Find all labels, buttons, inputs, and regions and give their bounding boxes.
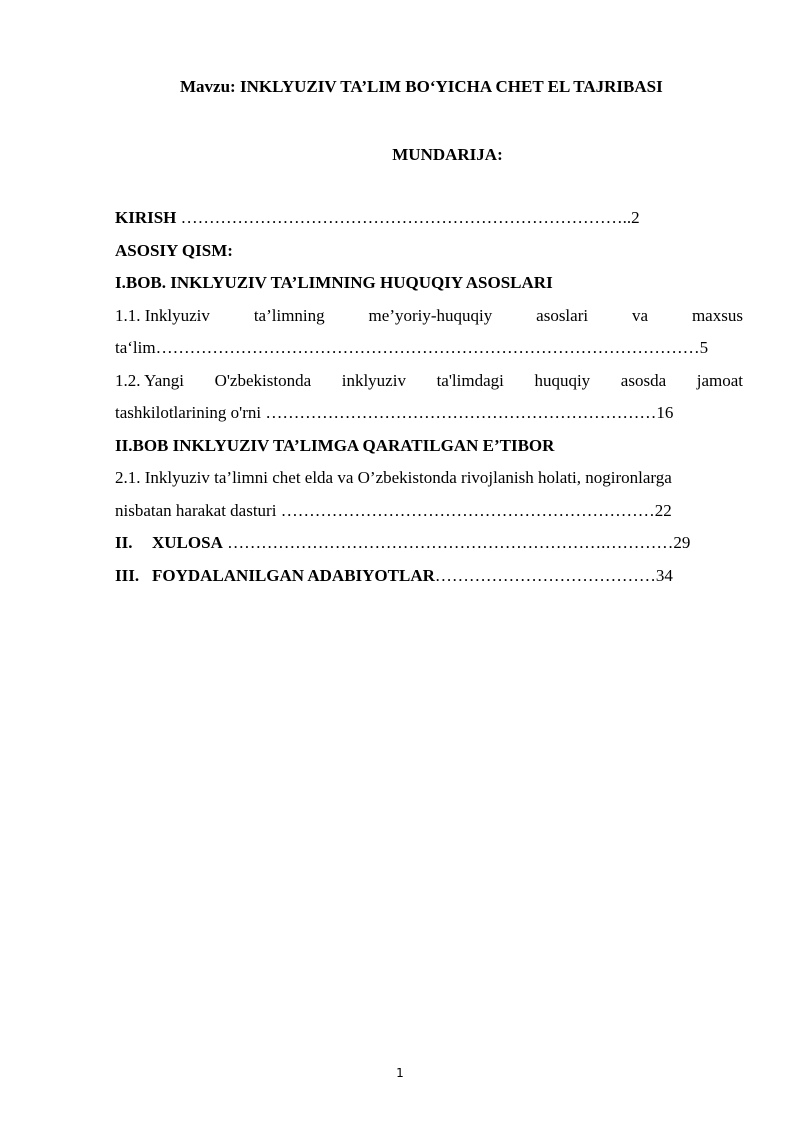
- toc-entry-number: III.: [115, 565, 140, 585]
- toc-word: huquqiy: [534, 370, 591, 390]
- toc-entry-2-1-line2: nisbatan harakat dasturi …………………………………………………………22: [115, 500, 672, 520]
- toc-heading: MUNDARIJA:: [392, 145, 503, 164]
- toc-entry-kirish: [115, 205, 743, 238]
- toc-word: maxsus: [691, 305, 743, 325]
- toc-word: 1.1. Inklyuziv: [115, 305, 210, 325]
- document-title: Mavzu: INKLYUZIV TA’LIM BO‘YICHA CHET EL TAJRIBASI: [180, 77, 663, 96]
- toc-word: ta'limdagi: [436, 370, 504, 390]
- page-number: 1: [396, 1066, 404, 1080]
- toc-word: ta’limning: [253, 305, 325, 325]
- toc-entry-1-2-line2: tashkilotlarining o'rni ……………………………………………………………16: [115, 403, 674, 422]
- toc-entry-leader: ……………………………………………………………………..2: [176, 208, 640, 227]
- toc-chapter-1: I.BOB. INKLYUZIV TA’LIMNING HUQUQIY ASOSLARI: [115, 273, 553, 292]
- toc-section-asosiy: ASOSIY QISM:: [115, 240, 233, 260]
- toc-entry-2-1-line1: 2.1. Inklyuziv ta’limni chet elda va O’zbekistonda rivojlanish holati, nogironlarga: [115, 468, 672, 487]
- toc-entry-xulosa: [115, 530, 743, 563]
- toc-entry-leader: ………………………………………………………….…………29: [222, 533, 691, 552]
- toc-entry-leader: …………………………………34: [434, 565, 673, 585]
- toc-entry-1-1-line1: [115, 303, 743, 336]
- toc-entry-label: FOYDALANILGAN ADABIYOTLAR: [152, 565, 435, 585]
- toc-word: asoslari: [536, 305, 589, 325]
- toc-entry-1-2-line1: [115, 368, 743, 401]
- toc-entry-label: XULOSA: [152, 533, 223, 552]
- toc-word: va: [632, 305, 649, 325]
- toc-word: jamoat: [696, 370, 743, 390]
- toc-word: asosda: [620, 370, 667, 390]
- toc-word: O'zbekistonda: [214, 370, 312, 390]
- toc-entry-number: II.: [115, 533, 133, 552]
- toc-entry-adabiyotlar: [115, 563, 743, 596]
- toc-word: inklyuziv: [341, 370, 406, 390]
- toc-entry-label: KIRISH: [115, 208, 177, 227]
- table-of-contents: [115, 205, 743, 595]
- toc-entry-1-1-line2: ta‘lim……………………………………………………………………………………5: [115, 338, 709, 357]
- toc-word: me’yoriy-huquqiy: [368, 305, 493, 325]
- toc-word: 1.2. Yangi: [115, 370, 184, 390]
- toc-chapter-2: II.BOB INKLYUZIV TA’LIMGA QARATILGAN E’TIBOR: [115, 435, 555, 455]
